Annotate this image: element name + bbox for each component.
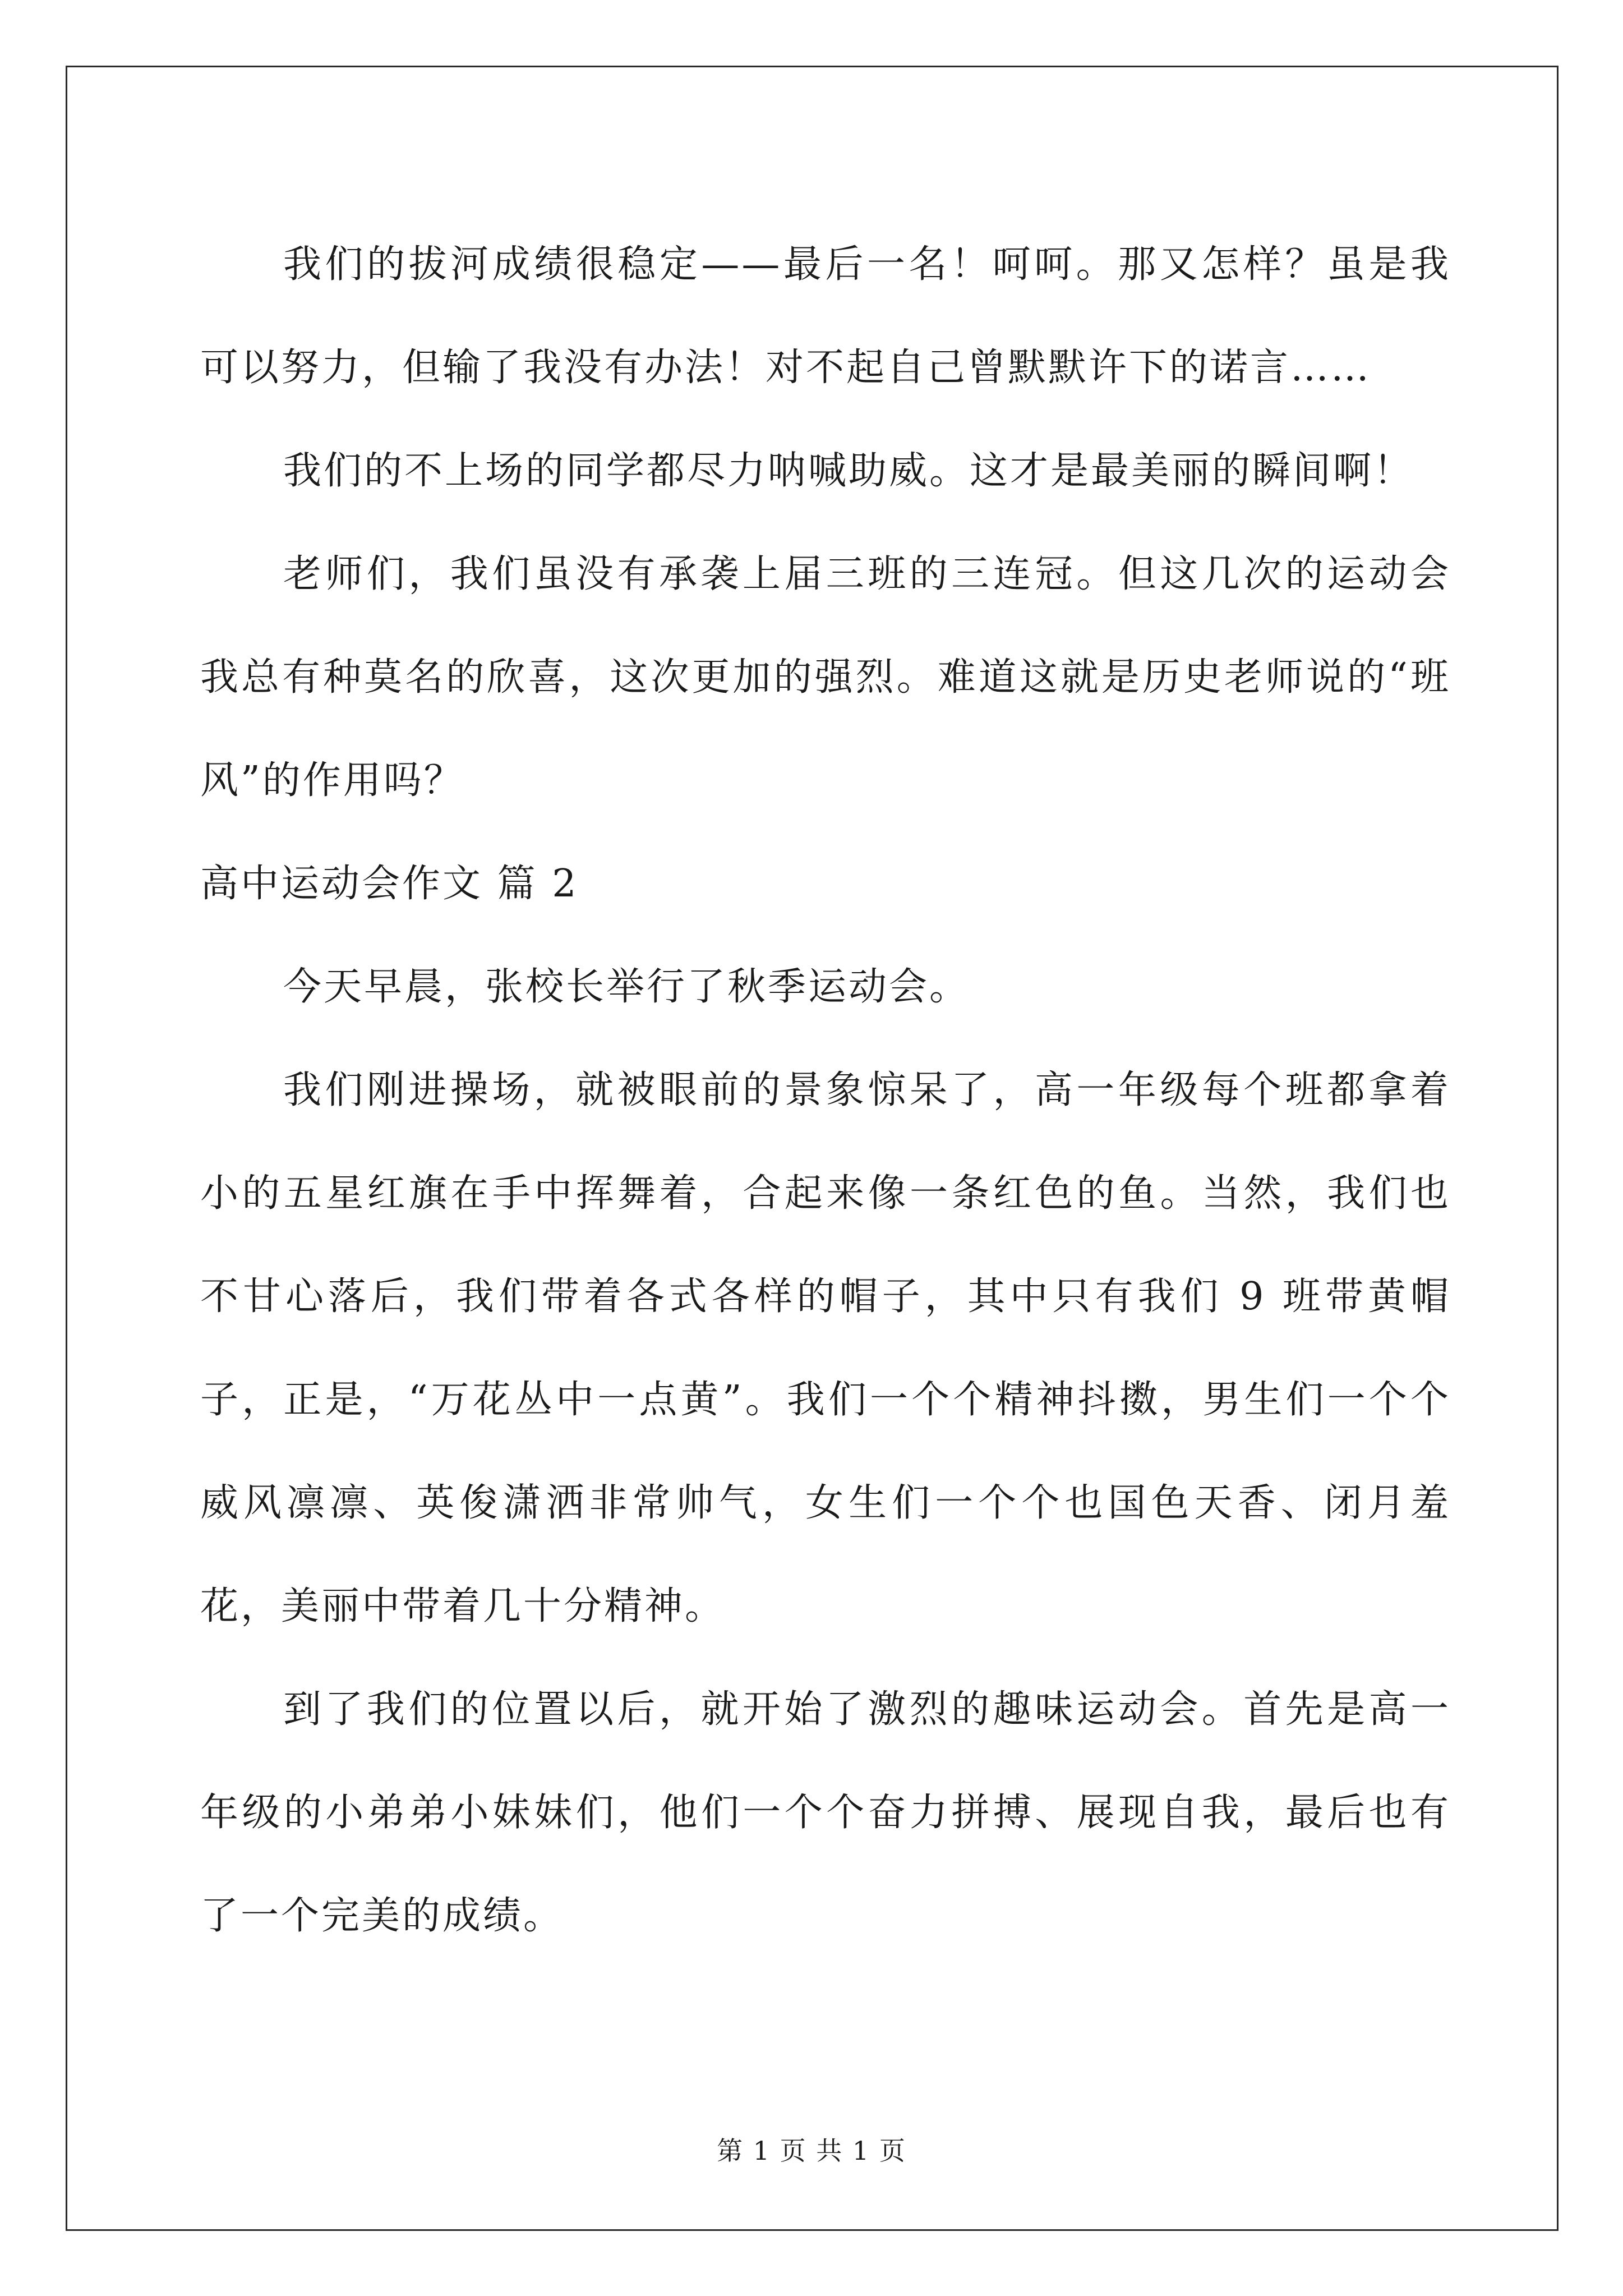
paragraph: 我们的不上场的同学都尽力呐喊助威。这才是最美丽的瞬间啊！ xyxy=(283,449,1414,493)
paragraph: 今天早晨，张校长举行了秋季运动会。 xyxy=(283,965,970,1009)
paragraph: 我们的拔河成绩很稳定——最后一名！呵呵。那又怎样？虽是我可以努力，但输了我没有办法！对不起自己曾默默许下的诺言…… xyxy=(200,242,1451,390)
paragraph: 老师们，我们虽没有承袭上届三班的三连冠。但这几次的运动会我总有种莫名的欣喜，这次更加的强烈。难道这就是历史老师说的“班风”的作用吗？ xyxy=(200,552,1451,803)
document-body xyxy=(200,213,1451,1968)
paragraph: 到了我们的位置以后，就开始了激烈的趣味运动会。首先是高一年级的小弟弟小妹妹们，他们一个个奋力拼搏、展现自我，最后也有了一个完美的成绩。 xyxy=(200,1687,1451,1938)
page-number: 第 1 页 共 1 页 xyxy=(717,2136,906,2166)
paragraph: 我们刚进操场，就被眼前的景象惊呆了，高一年级每个班都拿着小的五星红旗在手中挥舞着，合起来像一条红色的鱼。当然，我们也不甘心落后，我们带着各式各样的帽子，其中只有我们 9 班带黄帽子，正是，“万花丛中一点黄”。我们一个个精神抖擞，男生们一个个威风凛凛、英俊潇洒非常帅气，女生们一个个也国色天香、闭月羞花，美丽中带着几十分精神。 xyxy=(200,1068,1451,1628)
section-heading: 高中运动会作文 篇 2 xyxy=(200,862,579,906)
